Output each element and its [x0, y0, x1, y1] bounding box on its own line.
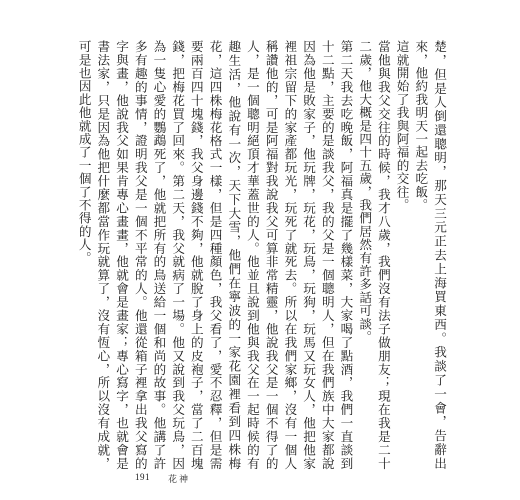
page-number: 191: [135, 472, 150, 482]
paragraph-4: 第二天我去吃晚飯，阿福真是擺了幾樣菜，大家喝了點酒，我們一直談到十二點，主要的是談我父，我的父是一個聰明人，但在我們族中大家都說因為他是敗家子，他玩牌，玩花，玩鳥，玩狗，玩馬又玩女人，他把他家裡祖宗留下的家產都玩光，玩死了就死去。所以在我們家鄉，沒有一個人稱讚他的，可是阿福對我說我父可算非常精靈，他說我父是一個不得了的人，是一個聰明絕頂才華蓋世的人。他並且說到他與我父在一起時候的有趣生活，他說有一次，天下大雪，他們在寧波的一家花園裡看到四株梅花，這四株梅花格式一樣，但是四種顏色，我父看了，愛不忍釋，但是需要兩百四十塊錢，我父身邊錢不夠，他就脫了身上的皮袍子，當了二百塊錢，把梅花買了回來。第二天，我父就病了一場。他又說到我父玩鳥，因為一隻心愛的鸚鵡死了，他就把所有的鳥送給一個和尚的故事。他講了許多有趣的事情，證明我父是一個不平常的人。他還從箱子裡拿出我父寫的字與畫，他說我父如果肯專心畫畫，他就會是畫家；專心寫字，也就會是書法家，只是因為他把什麼都當作玩就算了，沒有恆心，所以沒有成就，可是也因此他就成了一個了不得的人。: [76, 40, 354, 470]
paragraph-2: 這就開始了我與阿福的交往。: [394, 40, 410, 212]
paragraph-3: 當他與我父交往的時候，我才八歲，我們沒有法子做朋友；現在我是二十二歲，他大概是四十五歲，我們居然有許多話可談。: [357, 40, 391, 470]
paragraph-1: 楚，但是人倒還聰明，那天三元正去上海買東西。我談了一會，告辭出來，他約我明天一起去吃飯。: [413, 40, 447, 470]
running-title: 花神: [168, 475, 191, 485]
body-text: [60, 40, 448, 470]
